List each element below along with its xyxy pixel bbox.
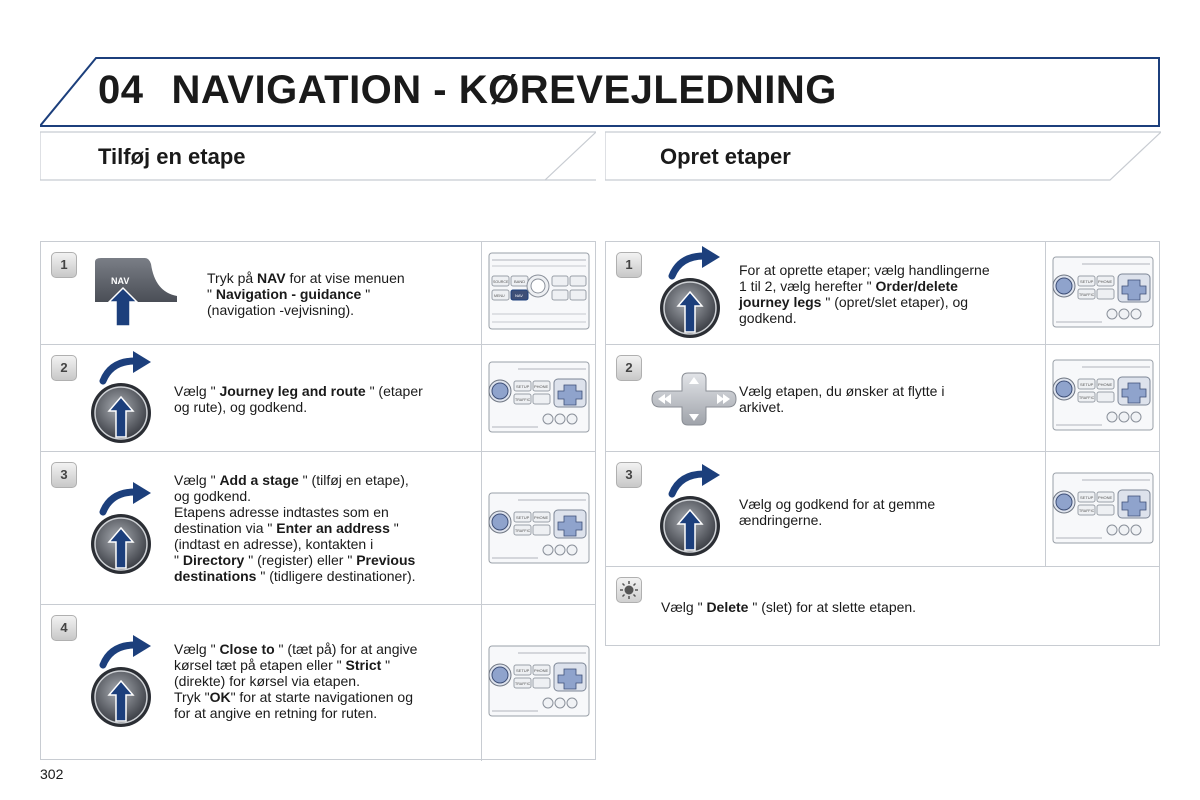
svg-text:NAV: NAV bbox=[515, 293, 523, 298]
svg-text:SOURCE: SOURCE bbox=[493, 280, 509, 284]
right-step-2 bbox=[606, 345, 1159, 452]
right-step-3 bbox=[606, 452, 1159, 567]
step-text bbox=[739, 262, 990, 326]
section-header-left bbox=[40, 131, 596, 181]
step-text bbox=[207, 270, 405, 318]
step-number: 3 bbox=[616, 462, 642, 488]
text-line: " Directory " (register) eller " Previous bbox=[174, 552, 416, 568]
chapter-number: 04 bbox=[98, 68, 144, 112]
text-line: Vælg " Add a stage " (tilføj en etape), bbox=[174, 472, 409, 488]
svg-text:PHONE: PHONE bbox=[1098, 279, 1113, 284]
text-line: Vælg " Close to " (tæt på) for at angive bbox=[174, 641, 418, 657]
radio-panel-thumbnail bbox=[1045, 345, 1159, 451]
tip-text bbox=[661, 599, 916, 615]
step-text bbox=[739, 383, 944, 415]
step-text bbox=[739, 496, 935, 528]
svg-text:TRAFFIC: TRAFFIC bbox=[515, 529, 531, 533]
svg-text:PHONE: PHONE bbox=[1098, 382, 1113, 387]
section-title-create-stages: Opret etaper bbox=[660, 144, 791, 169]
nav-button-icon bbox=[93, 256, 183, 333]
text-line: Vælg og godkend for at gemme bbox=[739, 496, 936, 512]
text-line: (indtast en adresse), kontakten i bbox=[174, 536, 374, 552]
text-line: (direkte) for kørsel via etapen. bbox=[174, 673, 360, 689]
rotary-knob-icon bbox=[658, 464, 738, 564]
directional-pad-icon bbox=[646, 371, 742, 432]
left-step-1 bbox=[41, 242, 595, 345]
text-line: Tryk "OK" for at starte navigationen og bbox=[174, 689, 413, 705]
radio-panel-thumbnail bbox=[481, 452, 595, 604]
rotary-knob-icon bbox=[89, 351, 169, 451]
rotary-knob-icon bbox=[89, 482, 169, 582]
text-line: For at oprette etaper; vælg handlingerne bbox=[739, 262, 990, 278]
text-line: journey legs " (opret/slet etaper), og bbox=[739, 294, 969, 310]
section-title-add-stage: Tilføj en etape bbox=[98, 144, 246, 169]
text-line: og rute), og godkend. bbox=[174, 399, 308, 415]
radio-panel-thumbnail bbox=[481, 605, 595, 761]
left-step-2 bbox=[41, 345, 595, 452]
text-line: ændringerne. bbox=[739, 512, 823, 528]
lightbulb-icon bbox=[616, 577, 642, 603]
right-step-1 bbox=[606, 242, 1159, 345]
radio-panel-thumbnail bbox=[481, 345, 595, 451]
step-text bbox=[174, 383, 423, 415]
svg-text:PHONE: PHONE bbox=[534, 668, 549, 673]
rotary-knob-icon bbox=[658, 246, 738, 346]
step-number: 4 bbox=[51, 615, 77, 641]
step-number: 2 bbox=[51, 355, 77, 381]
svg-text:BAND: BAND bbox=[514, 279, 526, 284]
text-line: Etapens adresse indtastes som en bbox=[174, 504, 389, 520]
chapter-title-text: NAVIGATION - KØREVEJLEDNING bbox=[171, 68, 837, 112]
right-steps-panel bbox=[605, 241, 1160, 646]
step-number: 1 bbox=[51, 252, 77, 278]
text-line: Vælg " Delete " (slet) for at slette etapen. bbox=[661, 599, 917, 615]
step-number: 3 bbox=[51, 462, 77, 488]
text-line: godkend. bbox=[739, 310, 797, 326]
text-line: kørsel tæt på etapen eller " Strict " bbox=[174, 657, 391, 673]
text-line: Vælg " Journey leg and route " (etaper bbox=[174, 383, 423, 399]
text-line: arkivet. bbox=[739, 399, 785, 415]
svg-text:PHONE: PHONE bbox=[534, 515, 549, 520]
left-step-3 bbox=[41, 452, 595, 605]
text-line: (navigation -vejvisning). bbox=[207, 302, 355, 318]
text-line: og godkend. bbox=[174, 488, 252, 504]
svg-text:SETUP: SETUP bbox=[516, 515, 530, 520]
step-text bbox=[174, 641, 417, 721]
text-line: Tryk på NAV for at vise menuen bbox=[207, 270, 405, 286]
section-header-right bbox=[605, 131, 1161, 181]
text-line: " Navigation - guidance " bbox=[207, 286, 371, 302]
svg-text:NAV: NAV bbox=[111, 276, 130, 286]
svg-text:SETUP: SETUP bbox=[516, 384, 530, 389]
svg-text:SETUP: SETUP bbox=[1080, 495, 1094, 500]
svg-text:TRAFFIC: TRAFFIC bbox=[515, 682, 531, 686]
step-number: 1 bbox=[616, 252, 642, 278]
svg-text:PHONE: PHONE bbox=[1098, 495, 1113, 500]
svg-text:PHONE: PHONE bbox=[534, 384, 549, 389]
rotary-knob-icon bbox=[89, 635, 169, 735]
svg-text:TRAFFIC: TRAFFIC bbox=[1079, 293, 1095, 297]
page-number: 302 bbox=[40, 766, 64, 782]
svg-text:TRAFFIC: TRAFFIC bbox=[1079, 509, 1095, 513]
text-line: Vælg etapen, du ønsker at flytte i bbox=[739, 383, 945, 399]
left-steps-panel bbox=[40, 241, 596, 760]
text-line: 1 til 2, vælg herefter " Order/delete bbox=[739, 278, 958, 294]
right-tip bbox=[606, 567, 1159, 647]
svg-text:MENU: MENU bbox=[494, 294, 505, 298]
svg-text:TRAFFIC: TRAFFIC bbox=[515, 398, 531, 402]
radio-panel-thumbnail bbox=[1045, 452, 1159, 566]
svg-text:TRAFFIC: TRAFFIC bbox=[1079, 396, 1095, 400]
svg-text:SETUP: SETUP bbox=[1080, 382, 1094, 387]
text-line: destinations " (tidligere destinationer). bbox=[174, 568, 416, 584]
step-number: 2 bbox=[616, 355, 642, 381]
left-step-4 bbox=[41, 605, 595, 761]
text-line: destination via " Enter an address " bbox=[174, 520, 399, 536]
text-line: for at angive en retning for ruten. bbox=[174, 705, 378, 721]
svg-text:SETUP: SETUP bbox=[516, 668, 530, 673]
step-text bbox=[174, 472, 416, 584]
chapter-title bbox=[98, 68, 837, 113]
radio-panel-thumbnail bbox=[1045, 242, 1159, 344]
radio-panel-thumbnail bbox=[481, 242, 595, 344]
svg-text:SETUP: SETUP bbox=[1080, 279, 1094, 284]
chapter-title-banner bbox=[40, 56, 1160, 128]
